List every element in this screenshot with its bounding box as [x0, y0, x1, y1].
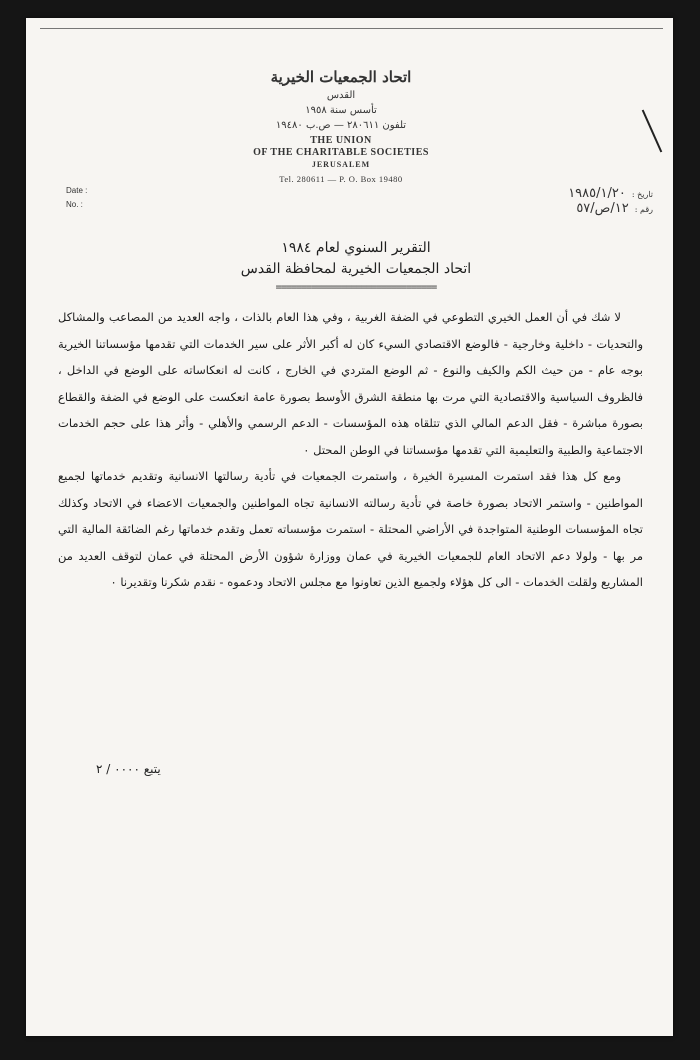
continued-note: يتبع ٠٠٠٠ / ٢ [96, 762, 161, 776]
report-body [58, 304, 643, 596]
report-title-line1: التقرير السنوي لعام ١٩٨٤ [281, 240, 431, 256]
letterhead-arabic-name: اتحاد الجمعيات الخيرية [270, 68, 412, 86]
number-label: No. : [66, 200, 83, 209]
date-label: Date : [66, 186, 88, 195]
pen-stroke-mark [642, 110, 663, 153]
letterhead-arabic-city: القدس [326, 90, 356, 101]
report-title [126, 240, 586, 293]
report-title-line2: اتحاد الجمعيات الخيرية لمحافظة القدس [240, 261, 472, 277]
arabic-ref-label: رقم : [634, 205, 653, 214]
arabic-ref-value: ١٢/ص/٥٧ [576, 201, 629, 216]
body-paragraph-2: ومع كل هذا فقد استمرت المسيرة الخيرة ، واستمرت الجمعيات في تأدية رسالتها الانسانية وتقديم خدماتها لجميع المواطنين - واستمر الاتحاد بصورة خاصة في تأدية رسالته الانسانية تجاه المواطنين والجمعيات الاعضاء في الاتحاد وكذلك تجاه المؤسسات الوطنية المتواجدة في الأراضي المحتلة - استمرت مؤسساته تعمل وتقدم خدماتها رغم الضائقة المالية التي مر بها - ولولا دعم الاتحاد العام للجمعيات الخيرية في عمان ووزارة شؤون الأرض المحتلة في عمان لتوقف العديد من المشاريع ولقلت الخدمات - الى كل هؤلاء ولجميع الذين تعاونوا مع مجلس الاتحاد ودعموه - نقدم شكرنا وتقديرنا ٠ [58, 469, 643, 589]
english-date-fields [66, 184, 87, 212]
letterhead [176, 68, 506, 185]
document-page [26, 18, 673, 1036]
letterhead-arabic-contact: تلفون ٢٨٠٦١١ — ص.ب ١٩٤٨٠ [275, 120, 407, 131]
letterhead-english-line1: THE UNION [310, 135, 372, 146]
arabic-date-value: ١٩٨٥/١/٢٠ [568, 186, 626, 201]
letterhead-english-line2: OF THE CHARITABLE SOCIETIES [253, 147, 429, 158]
title-underline: ================================ [275, 282, 437, 293]
letterhead-english-contact: Tel. 280611 — P. O. Box 19480 [279, 174, 403, 184]
letterhead-english-city: JERUSALEM [311, 160, 371, 169]
letterhead-arabic-founded: تأسس سنة ١٩٥٨ [305, 105, 377, 116]
top-rule [40, 28, 663, 29]
arabic-date-fields [568, 186, 653, 216]
body-paragraph-1: لا شك في أن العمل الخيري التطوعي في الضفة الغربية ، وفي هذا العام بالذات ، واجه العديد من المصاعب والمشاكل والتحديات - داخلية وخارجية - فالوضع الاقتصادي السيء كان له أكبر الأثر على سير الخدمات التي تقدمها مؤسساتنا الخيرية بوجه عام - من حيث الكم والكيف والنوع - ثم الوضع المتردي في الخارج ، كانت له انعكاساته على الوضع في الداخل ، فالظروف السياسية والاقتصادية التي مرت بها منطقة الشرق الأوسط بصورة عامة انعكست على الوضع في الضفة والقطاع بصورة مباشرة - فقل الدعم المالي الذي تتلقاه هذه المؤسسات - الدعم الرسمي والأهلي - وأثر هذا على حجم الخدمات الاجتماعية والطبية والتعليمية التي تقدمها مؤسساتنا في الوطن المحتل ٠ [58, 310, 643, 457]
arabic-date-label: تاريخ : [631, 190, 653, 199]
